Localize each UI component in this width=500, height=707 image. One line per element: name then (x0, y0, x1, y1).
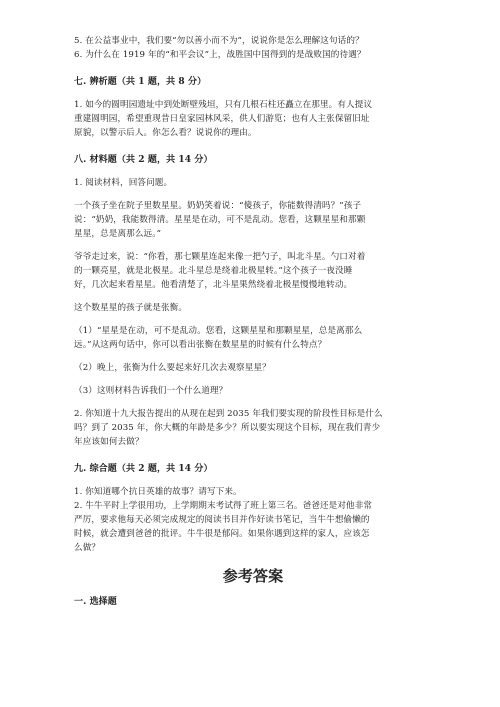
section-9-q2-line1: 2. 牛牛平时上学很用功，上学期期末考试得了班上第三名。爸爸还是对他非常 (74, 501, 373, 511)
section-8-q1-intro: 1. 阅读材料，回答问题。 (74, 178, 173, 188)
section-8-q2-line3: 年应该如何去做？ (74, 437, 144, 447)
question-6: 6. 为什么在 1919 年的“和平会议”上，战胜国中国得到的是战败国的待遇？ (74, 50, 366, 60)
answers-title: 参考答案 (222, 567, 284, 585)
section-9-q2-line3: 时候，就会遭到爸爸的批评。牛牛很是郁闷。如果你遇到这样的家人，应该怎 (74, 529, 370, 539)
section-7-title: 七. 辨析题（共 1 题，共 8 分） (74, 77, 207, 87)
question-5: 5. 在公益事业中，我们要“勿以善小而不为”，说说你是怎么理解这句话的？ (74, 36, 364, 46)
section-7-q1-line2: 重建圆明园，希望重现昔日皇家园林风采，供人们游览；也有人主张保留旧址 (74, 114, 370, 124)
section-8-q2-line2: 吗？到了 2035 年，你大概的年龄是多少？所以要实现这个目标，现在我们青少 (74, 423, 381, 433)
section-7-q1-line3: 原貌，以警示后人。你怎么看？说说你的理由。 (74, 128, 257, 138)
section-8-q2-line1: 2. 你知道十九大报告提出的从现在起到 2035 年我们要实现的阶段性目标是什么 (74, 409, 383, 419)
section-8-para2-line2: 的一颗亮星，就是北极星。北斗星总是绕着北极星转。”这个孩子一夜没睡 (74, 266, 353, 276)
answers-section-1-title: 一. 选择题 (74, 597, 117, 607)
document-content (74, 34, 432, 609)
section-8-title: 八. 材料题（共 2 题，共 14 分） (74, 155, 213, 165)
section-9-q2-line2: 严厉，要求他每天必须完成规定的阅读书目并作好读书笔记，当牛牛想偷懒的 (74, 515, 370, 525)
section-8-para2-line3: 好，几次起来看星星。他看清楚了，北斗星果然绕着北极星慢慢地转动。 (74, 280, 353, 290)
section-9-title: 九. 综合题（共 2 题，共 14 分） (74, 464, 213, 474)
section-9-q2-line4: 么做？ (74, 543, 101, 553)
section-8-sub1-line2: 远。”从这两句话中，你可以看出张衡在数星星的时候有什么特点？ (74, 340, 327, 350)
section-9-q1: 1. 你知道哪个抗日英雄的故事？请写下来。 (74, 487, 242, 497)
section-8-para1-line1: 一个孩子坐在院子里数星星。奶奶笑着说：“傻孩子，你能数得清吗？”孩子 (74, 201, 362, 211)
section-8-para1-line2: 说：“奶奶，我能数得清。星星是在动，可不是乱动。您看，这颗星星和那颗 (74, 215, 366, 225)
section-8-sub3: （3）这则材料告诉我们一个什么道理？ (74, 386, 228, 396)
section-8-para1-line3: 星星，总是离那么远。” (74, 229, 162, 239)
section-8-sub2: （2）晚上，张衡为什么要起来好几次去观察星星？ (74, 363, 271, 373)
section-7-q1-line1: 1. 如今的圆明园遗址中到处断壁残垣，只有几根石柱还矗立在那里。有人提议 (74, 100, 373, 110)
section-8-sub1-line1: （1）“星星是在动，可不是乱动。您看，这颗星星和那颗星星，总是离那么 (74, 326, 363, 336)
section-8-para3: 这个数星星的孩子就是张衡。 (74, 303, 188, 313)
section-8-para2-line1: 爷爷走过来，说：“你看，那七颗星连起来像一把勺子，叫北斗星。勺口对着 (74, 252, 366, 262)
